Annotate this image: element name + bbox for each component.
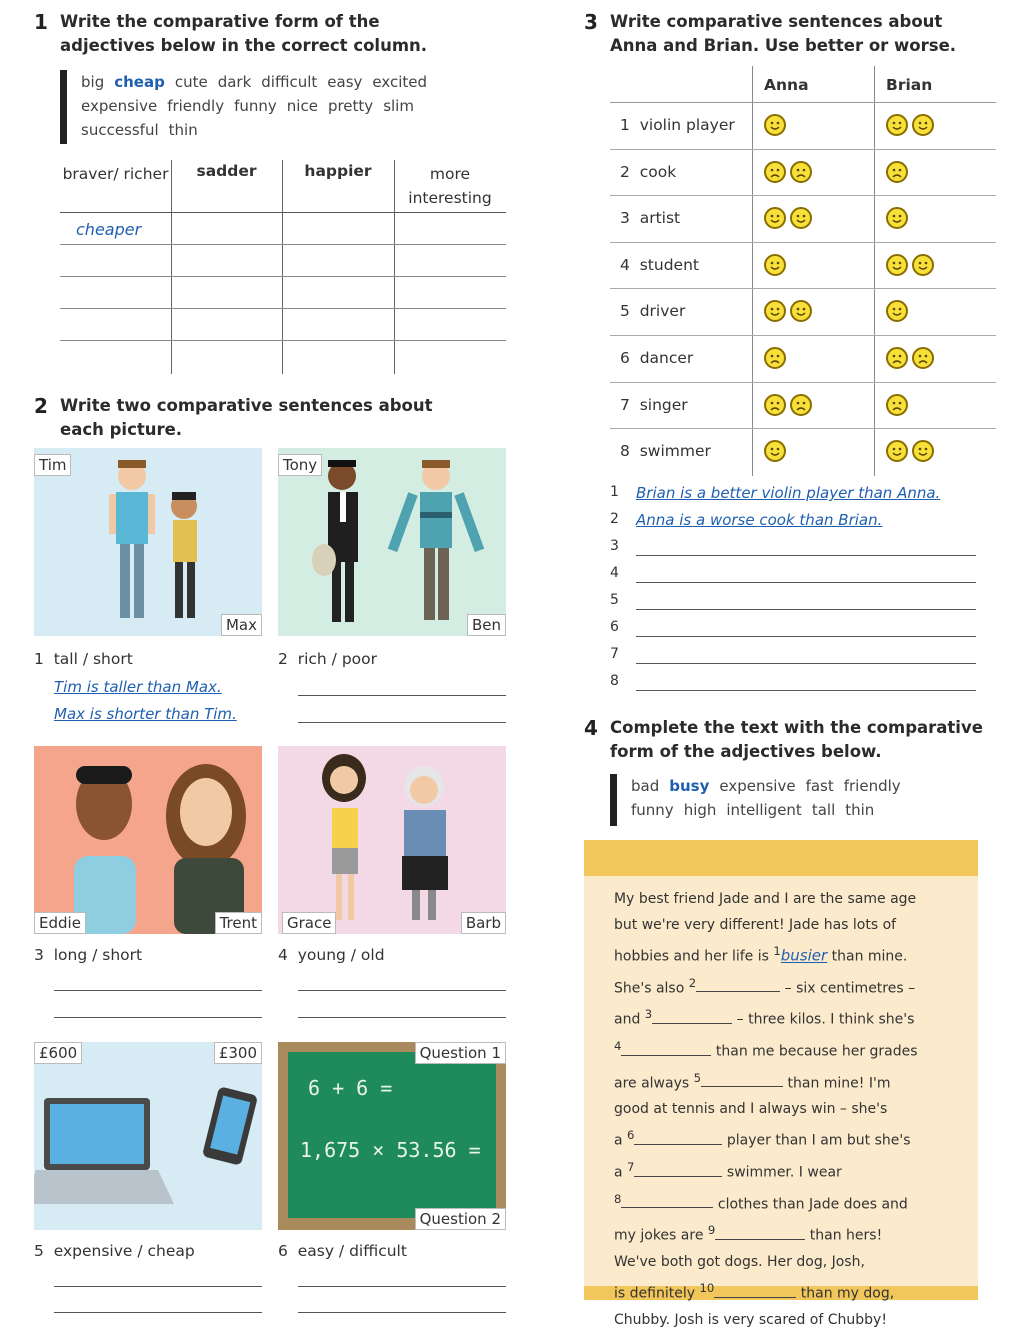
word: cute [174, 73, 208, 91]
story-line: She's also $^2$ – six centimetres – [614, 975, 916, 997]
line-number: 5 [610, 592, 619, 608]
ex1-table [60, 160, 506, 374]
ex3-table [610, 66, 996, 476]
word-example: busy [669, 777, 710, 795]
column-header: sadder [196, 162, 257, 180]
story-line: but we're very different! Jade has lots of [614, 917, 897, 933]
happy-face-icon [886, 300, 908, 322]
price-label: £600 [34, 1042, 82, 1064]
picture-blackboard [278, 1042, 506, 1230]
devices-illustration [34, 1042, 262, 1230]
happy-face-icon [764, 440, 786, 462]
word: bad [631, 777, 660, 795]
blank-3[interactable] [652, 1023, 732, 1024]
answer-line[interactable] [54, 1286, 262, 1287]
row-label: 1 violin player [620, 116, 735, 134]
answer-line[interactable] [298, 990, 506, 991]
word: fast [805, 777, 834, 795]
word: successful [81, 121, 159, 139]
people-illustration [278, 746, 506, 934]
brian-rating [886, 161, 912, 187]
word: difficult [261, 73, 318, 91]
example-answer: Anna is a worse cook than Brian. [636, 511, 883, 529]
answer-line[interactable] [298, 1312, 506, 1313]
column-header-brian: Brian [886, 76, 933, 94]
picture-tim-max [34, 448, 262, 636]
story-line: $^8$ clothes than Jade does and [614, 1191, 908, 1213]
brian-rating [886, 440, 938, 466]
line-number: 7 [610, 646, 619, 662]
line-number: 1 [610, 484, 619, 500]
ex3-title: Write comparative sentences about Anna and Brian. Use better or worse. [610, 12, 957, 55]
happy-face-icon [790, 300, 812, 322]
sad-face-icon [912, 347, 934, 369]
answer-line[interactable] [54, 1312, 262, 1313]
sad-face-icon [886, 347, 908, 369]
answer-line[interactable] [298, 1286, 506, 1287]
story-line: My best friend Jade and I are the same age [614, 891, 917, 907]
brian-rating [886, 300, 912, 326]
word: dark [217, 73, 252, 91]
people-illustration [34, 746, 262, 934]
example-answer: cheaper [76, 220, 142, 239]
anna-rating [764, 347, 790, 373]
row-label: 7 singer [620, 395, 688, 414]
row-label: 6 dancer [620, 349, 694, 367]
ex1-number: 1 [34, 10, 48, 34]
blank-5[interactable] [701, 1086, 783, 1087]
line-number: 2 [610, 511, 619, 527]
ex3-number: 3 [584, 10, 598, 34]
answer-line[interactable] [54, 990, 262, 991]
story-line: a $^7$ swimmer. I wear [614, 1159, 842, 1181]
anna-rating [764, 207, 816, 233]
prompt: 6 easy / difficult [278, 1242, 407, 1260]
prompt: 3 long / short [34, 946, 143, 964]
name-label: Eddie [34, 912, 86, 934]
word: expensive [719, 777, 796, 795]
story-line: hobbies and her life is $^1$busier than mine. [614, 944, 908, 965]
line-number: 8 [610, 673, 619, 689]
story-header-bar [584, 840, 978, 876]
word-example: cheap [114, 73, 165, 91]
story-line: Chubby. Josh is very scared of Chubby! [614, 1311, 887, 1328]
answer-line[interactable] [298, 1017, 506, 1018]
line-number: 4 [610, 565, 619, 581]
word: expensive [81, 97, 158, 115]
blank-10[interactable] [714, 1297, 796, 1298]
ex1-title: Write the comparative form of the adjectives below in the correct column. [60, 12, 428, 55]
line-number: 6 [610, 619, 619, 635]
answer-line[interactable] [636, 582, 976, 583]
word: excited [372, 73, 428, 91]
name-label: Grace [282, 912, 336, 934]
brian-rating [886, 114, 938, 140]
word: tall [811, 801, 836, 819]
word: funny [234, 97, 277, 115]
word: thin [845, 801, 875, 819]
story-line: $^4$ than me because her grades [614, 1038, 918, 1060]
ex2-title: Write two comparative sentences about each picture. [60, 396, 433, 439]
brian-rating [886, 207, 912, 233]
name-label: Max [221, 614, 262, 636]
question-label: Question 1 [415, 1042, 506, 1064]
price-label: £300 [214, 1042, 262, 1064]
happy-face-icon [790, 207, 812, 229]
answer-line[interactable] [636, 609, 976, 610]
anna-rating [764, 300, 816, 326]
ex4-number: 4 [584, 716, 598, 740]
happy-face-icon [912, 254, 934, 276]
happy-face-icon [764, 207, 786, 229]
anna-rating [764, 440, 790, 466]
column-header: braver/ richer [62, 165, 169, 183]
happy-face-icon [764, 114, 786, 136]
name-label: Tim [34, 454, 71, 476]
example-answer: Max is shorter than Tim. [54, 705, 237, 723]
prompt: 5 expensive / cheap [34, 1242, 195, 1260]
name-label: Trent [215, 912, 262, 934]
word: pretty [327, 97, 374, 115]
anna-rating [764, 161, 816, 187]
anna-rating [764, 114, 790, 140]
word: intelligent [726, 801, 802, 819]
blank-6[interactable] [634, 1144, 722, 1145]
happy-face-icon [764, 300, 786, 322]
sad-face-icon [790, 394, 812, 416]
story-box [584, 840, 978, 1328]
row-label: 5 driver [620, 302, 686, 321]
anna-rating [764, 254, 790, 280]
brian-rating [886, 254, 938, 280]
board-question-1: 6 + 6 = [308, 1076, 393, 1100]
board-question-2: 1,675 × 53.56 = [300, 1138, 481, 1162]
happy-face-icon [912, 440, 934, 462]
brian-rating [886, 394, 912, 420]
ex4-title: Complete the text with the comparative form of the adjectives below. [610, 718, 983, 761]
happy-face-icon [886, 440, 908, 462]
blank-7[interactable] [634, 1176, 722, 1177]
happy-face-icon [886, 207, 908, 229]
example-answer: Brian is a better violin player than Anna. [636, 484, 941, 502]
happy-face-icon [886, 254, 908, 276]
answer-line[interactable] [636, 636, 976, 637]
blank-9[interactable] [715, 1239, 805, 1240]
prompt: 4 young / old [278, 946, 385, 964]
row-label: 2 cook [620, 162, 677, 181]
name-label: Tony [278, 454, 322, 476]
story-line: is definitely $^{10}$ than my dog, [614, 1280, 895, 1302]
word: funny [631, 801, 674, 819]
prompt: 1 tall / short [34, 650, 133, 668]
ex1-word-box [60, 70, 480, 144]
picture-tony-ben [278, 448, 506, 636]
happy-face-icon [764, 254, 786, 276]
story-line: a $^6$ player than I am but she's [614, 1128, 911, 1149]
blank-2[interactable] [696, 991, 780, 992]
happy-face-icon [912, 114, 934, 136]
sad-face-icon [764, 347, 786, 369]
example-answer: Tim is taller than Max. [54, 678, 222, 696]
answer-line[interactable] [298, 722, 506, 723]
example-answer: busier [780, 946, 828, 965]
story-line: We've both got dogs. Her dog, Josh, [614, 1253, 865, 1270]
answer-line[interactable] [636, 555, 976, 556]
happy-face-icon [886, 114, 908, 136]
column-header: happier [304, 162, 372, 180]
name-label: Ben [467, 614, 506, 636]
sad-face-icon [886, 394, 908, 416]
ex2-number: 2 [34, 394, 48, 418]
word: friendly [167, 97, 225, 115]
column-header: more interesting [408, 165, 492, 207]
answer-line[interactable] [298, 695, 506, 696]
word: big [81, 73, 105, 91]
anna-rating [764, 394, 816, 420]
word: slim [383, 97, 414, 115]
word: nice [286, 97, 318, 115]
answer-line[interactable] [636, 690, 976, 691]
word: thin [168, 121, 198, 139]
picture-eddie-trent [34, 746, 262, 934]
column-header-anna: Anna [764, 76, 809, 94]
sad-face-icon [764, 394, 786, 416]
story-text [614, 886, 964, 1333]
question-label: Question 2 [415, 1208, 506, 1230]
word: friendly [843, 777, 901, 795]
story-line: my jokes are $^9$ than hers! [614, 1223, 883, 1244]
row-label: 4 student [620, 255, 699, 274]
row-label: 8 swimmer [620, 442, 711, 461]
people-illustration [34, 448, 262, 636]
line-number: 3 [610, 538, 619, 554]
row-label: 3 artist [620, 209, 681, 228]
sad-face-icon [764, 161, 786, 183]
people-illustration [278, 448, 506, 636]
brian-rating [886, 347, 938, 373]
ex4-word-box [610, 774, 940, 826]
sad-face-icon [886, 161, 908, 183]
sad-face-icon [790, 161, 812, 183]
story-line: good at tennis and I always win – she's [614, 1101, 888, 1118]
word: high [683, 801, 717, 819]
answer-line[interactable] [54, 1017, 262, 1018]
answer-line[interactable] [636, 663, 976, 664]
picture-laptop-phone [34, 1042, 262, 1230]
prompt: 2 rich / poor [278, 650, 377, 668]
story-line: are always $^5$ than mine! I'm [614, 1070, 891, 1092]
picture-grace-barb [278, 746, 506, 934]
name-label: Barb [461, 912, 506, 934]
blank-4[interactable] [621, 1055, 711, 1056]
blank-8[interactable] [621, 1207, 713, 1208]
word: easy [327, 73, 363, 91]
story-line: and $^3$ – three kilos. I think she's [614, 1007, 915, 1028]
